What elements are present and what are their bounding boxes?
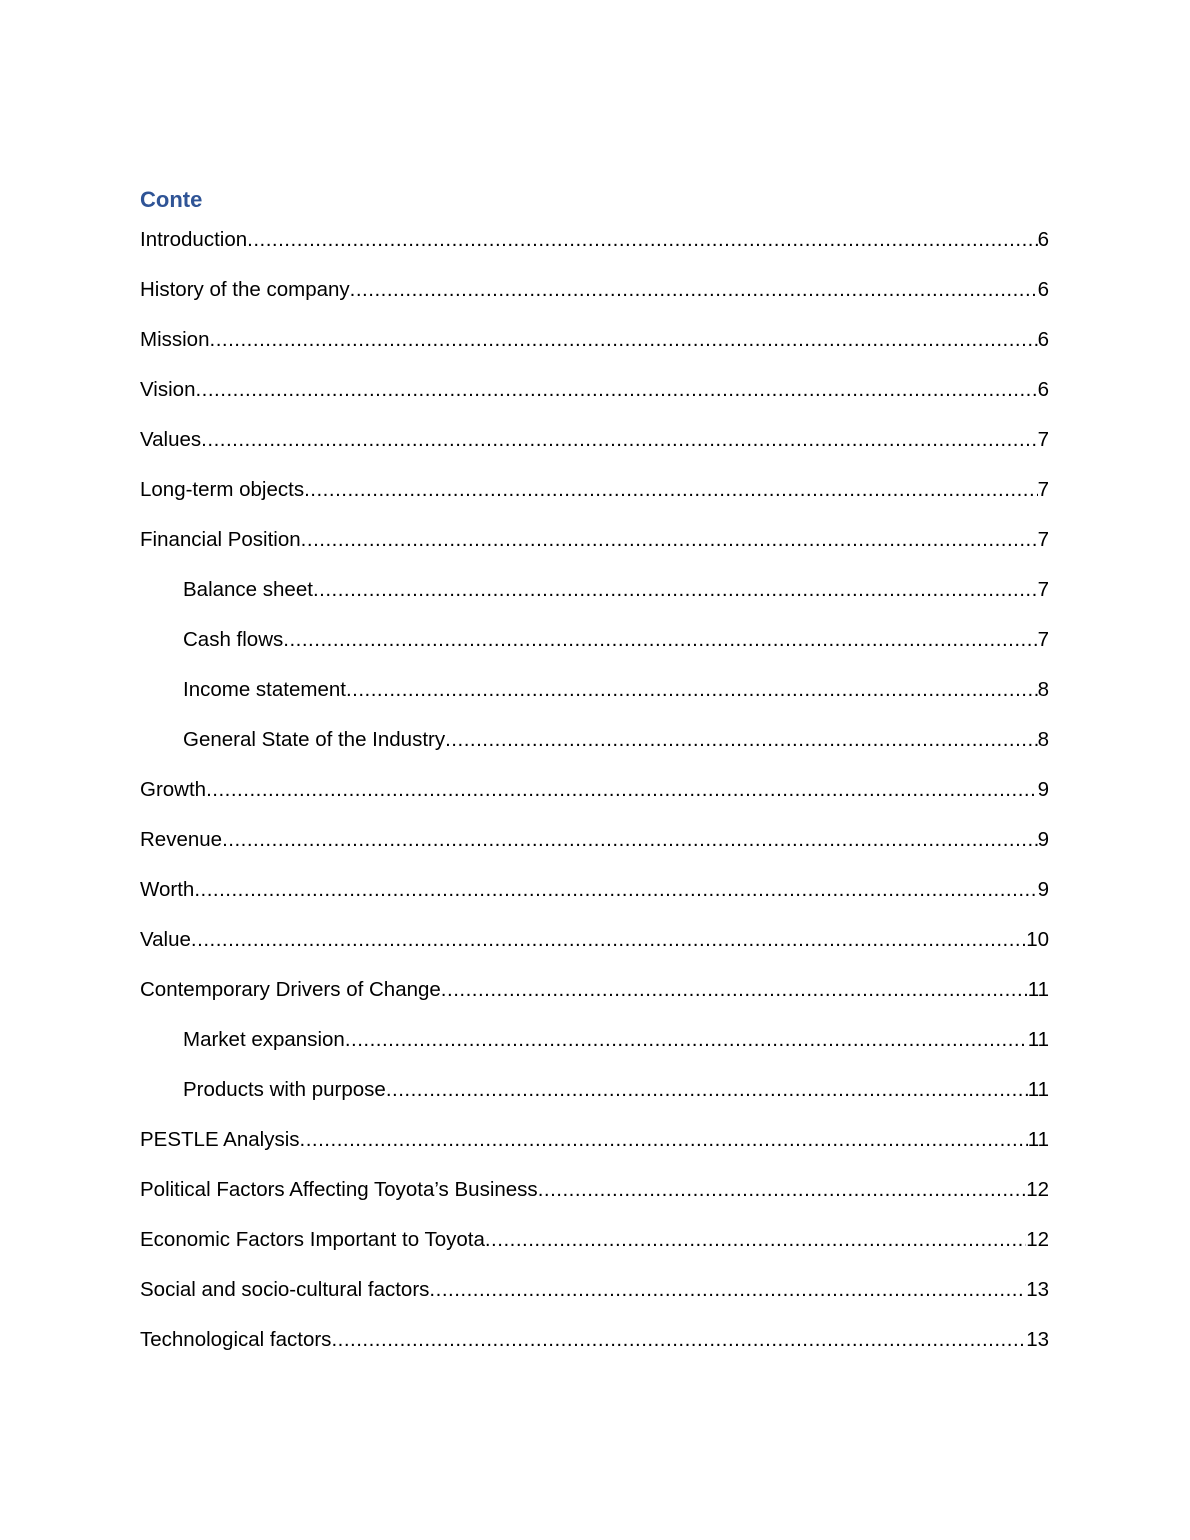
toc-entry-page-number: 7 xyxy=(1037,428,1049,451)
toc-entry-title: Introduction xyxy=(140,228,248,251)
toc-entry-title: Market expansion xyxy=(183,1028,345,1051)
toc-entry-title: Income statement xyxy=(183,678,346,701)
toc-entry-title: Values xyxy=(140,428,202,451)
toc-dot-leader xyxy=(331,1325,1026,1355)
toc-dot-leader xyxy=(441,975,1028,1005)
toc-entry[interactable] xyxy=(140,525,1049,575)
toc-entry-title: Social and socio-cultural factors xyxy=(140,1278,430,1301)
toc-dot-leader xyxy=(247,225,1037,255)
toc-entry-page-number: 9 xyxy=(1037,878,1049,901)
toc-dot-leader xyxy=(313,575,1038,605)
toc-dot-leader xyxy=(194,875,1037,905)
toc-entry[interactable] xyxy=(140,1225,1049,1275)
toc-entry-title: Balance sheet xyxy=(183,578,313,601)
toc-entry-title: Political Factors Affecting Toyota’s Business xyxy=(140,1178,538,1201)
toc-entry[interactable] xyxy=(140,1075,1049,1125)
toc-entry[interactable] xyxy=(140,375,1049,425)
toc-dot-leader xyxy=(206,775,1038,805)
toc-dot-leader xyxy=(345,1025,1028,1055)
toc-entry-page-number: 11 xyxy=(1027,1128,1049,1151)
toc-entry-page-number: 7 xyxy=(1037,628,1049,651)
toc-entry[interactable] xyxy=(140,725,1049,775)
toc-entry[interactable] xyxy=(140,775,1049,825)
toc-entry-title: Vision xyxy=(140,378,196,401)
toc-entry[interactable] xyxy=(140,625,1049,675)
toc-entry[interactable] xyxy=(140,1125,1049,1175)
toc-entry-title: Technological factors xyxy=(140,1328,332,1351)
toc-entry-page-number: 9 xyxy=(1037,828,1049,851)
toc-entry-page-number: 6 xyxy=(1037,228,1049,251)
toc-entry-title: Growth xyxy=(140,778,207,801)
toc-dot-leader xyxy=(346,675,1038,705)
toc-dot-leader xyxy=(222,825,1038,855)
toc-dot-leader xyxy=(304,475,1038,505)
toc-entry-title: General State of the Industry xyxy=(183,728,446,751)
toc-entry-title: History of the company xyxy=(140,278,350,301)
toc-entry-title: PESTLE Analysis xyxy=(140,1128,300,1151)
toc-entry-page-number: 7 xyxy=(1037,528,1049,551)
toc-dot-leader xyxy=(301,525,1038,555)
toc-entry-page-number: 7 xyxy=(1037,578,1049,601)
toc-entry[interactable] xyxy=(140,825,1049,875)
toc-entry[interactable] xyxy=(140,1175,1049,1225)
toc-entry[interactable] xyxy=(140,975,1049,1025)
toc-dot-leader xyxy=(350,275,1038,305)
table-of-contents xyxy=(140,225,1049,1375)
toc-entry-title: Revenue xyxy=(140,828,223,851)
toc-entry[interactable] xyxy=(140,1025,1049,1075)
toc-entry-page-number: 7 xyxy=(1037,478,1049,501)
toc-dot-leader xyxy=(195,375,1037,405)
toc-entry-page-number: 11 xyxy=(1027,1028,1049,1051)
toc-dot-leader xyxy=(429,1275,1026,1305)
toc-entry[interactable] xyxy=(140,1325,1049,1375)
toc-entry[interactable] xyxy=(140,875,1049,925)
toc-entry-title: Products with purpose xyxy=(183,1078,386,1101)
toc-entry-title: Mission xyxy=(140,328,210,351)
toc-entry[interactable] xyxy=(140,275,1049,325)
toc-entry-title: Worth xyxy=(140,878,195,901)
toc-entry[interactable] xyxy=(140,325,1049,375)
toc-dot-leader xyxy=(538,1175,1027,1205)
toc-entry-page-number: 9 xyxy=(1037,778,1049,801)
toc-entry[interactable] xyxy=(140,425,1049,475)
toc-entry[interactable] xyxy=(140,575,1049,625)
toc-entry-title: Financial Position xyxy=(140,528,301,551)
toc-entry-page-number: 11 xyxy=(1027,1078,1049,1101)
toc-dot-leader xyxy=(445,725,1037,755)
toc-entry-page-number: 8 xyxy=(1037,728,1049,751)
toc-entry[interactable] xyxy=(140,1275,1049,1325)
toc-entry-page-number: 10 xyxy=(1026,928,1049,951)
toc-entry-page-number: 6 xyxy=(1037,278,1049,301)
toc-entry-page-number: 13 xyxy=(1026,1328,1049,1351)
toc-entry[interactable] xyxy=(140,225,1049,275)
toc-dot-leader xyxy=(210,325,1038,355)
toc-entry-page-number: 11 xyxy=(1027,978,1049,1001)
toc-entry-page-number: 12 xyxy=(1026,1178,1049,1201)
toc-dot-leader xyxy=(300,1125,1028,1155)
toc-dot-leader xyxy=(191,925,1026,955)
toc-entry-title: Economic Factors Important to Toyota xyxy=(140,1228,485,1251)
toc-entry-page-number: 6 xyxy=(1037,328,1049,351)
toc-entry-title: Value xyxy=(140,928,191,951)
toc-entry-title: Contemporary Drivers of Change xyxy=(140,978,441,1001)
toc-dot-leader xyxy=(386,1075,1028,1105)
toc-dot-leader xyxy=(201,425,1037,455)
toc-entry-page-number: 13 xyxy=(1026,1278,1049,1301)
toc-entry-page-number: 8 xyxy=(1037,678,1049,701)
toc-heading: Conte xyxy=(140,187,203,212)
toc-entry[interactable] xyxy=(140,675,1049,725)
toc-entry-title: Long-term objects xyxy=(140,478,305,501)
toc-entry[interactable] xyxy=(140,925,1049,975)
toc-entry-title: Cash flows xyxy=(183,628,284,651)
toc-dot-leader xyxy=(485,1225,1026,1255)
toc-entry-page-number: 6 xyxy=(1037,378,1049,401)
toc-entry[interactable] xyxy=(140,475,1049,525)
toc-dot-leader xyxy=(283,625,1037,655)
toc-entry-page-number: 12 xyxy=(1026,1228,1049,1251)
